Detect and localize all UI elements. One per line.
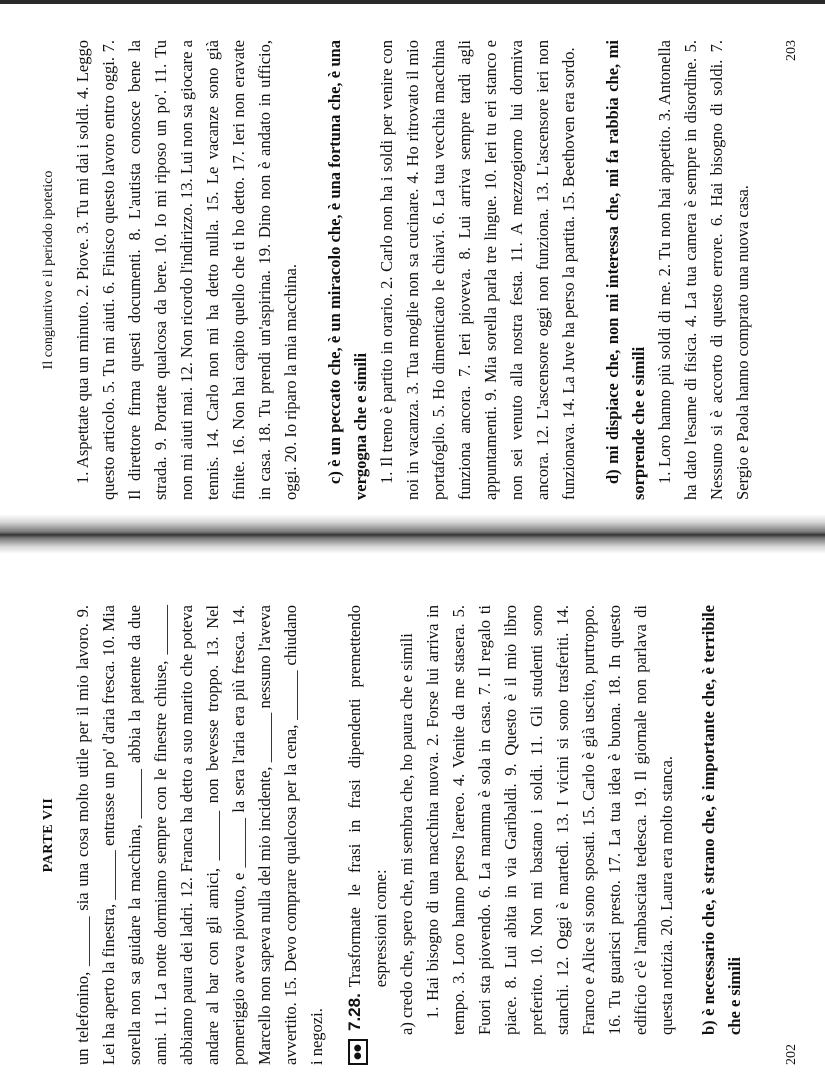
section-d-items: 1. Loro hanno più soldi di me. 2. Tu non hai appetito. 3. Antonella ha dato l'esame di fisica. 4. La tua camera è sempre in disordine. 5. Nessuno si è accorto di questo errore. 6. Hai bisogno di soldi. 7. Sergio e Paola hanno comprato una nuova casa. [655, 40, 752, 500]
book-gutter [0, 514, 825, 554]
exercise-instruction: Trasformate le frasi in frasi dipendenti premettendo espressioni come: [345, 605, 390, 988]
section-a-items: 1. Hai bisogno di una macchina nuova. 2. Forse lui arriva in tempo. 3. Loro hanno perso l'aereo. 4. Venite da me stasera. 5. Fuori sta piovendo. 6. La mamma è sola in casa. 7. Il regalo ti piace. 8. Lui abita in via Garibaldi. 9. Questo è il mio libro preferito. 10. Non mi bastano i soldi. 11. Gli studenti sono stanchi. 12. Oggi è martedì. 13. I vicini si sono trasferiti. 14. Franco e Alice si sono sposati. 15. Carlo è già uscito, purtroppo. 16. Tu guarisci presto. 17. La tua idea è buona. 18. In questo edificio c'è l'ambasciata tedesca. 19. Il giornale non parlava di questa notizia. 20. Laura era molto stanca. [423, 605, 676, 1035]
section-1-items: 1. Aspettate qua un minuto. 2. Piove. 3. Tu mi dai i soldi. 4. Leggo questo articolo. 5. Tu mi aiuti. 6. Finisco questo lavoro entro oggi. 7. Il direttore firma questi documenti. 8. L'autista conosce bene la strada. 9. Portate qualcosa da bere. 10. Io mi riposo un po'. 11. Tu non mi aiuti mai. 12. Non ricordo l'indirizzo. 13. Lui non sa giocare a tennis. 14. Carlo non mi ha detto nulla. 15. Le vacanze sono già finite. 16. Non hai capito quello che ti ho detto. 17. Ieri non eravate in casa. 18. Tu prendi un'aspirina. 19. Dino non è andato in ufficio, oggi. 20. Io riparo la mia macchina. [73, 40, 300, 500]
running-header: Il congiuntivo e il periodo ipotetico [41, 170, 56, 370]
part-header: PARTE VII [41, 797, 56, 873]
exercise-heading [342, 605, 394, 1065]
page-number: 202 [784, 1044, 799, 1065]
cassette-icon: ●● [348, 1039, 368, 1065]
page-203 [40, 40, 800, 500]
section-c-title: c) è un peccato che, è un miracolo che, è una fortuna che, è una vergogna che e simili [325, 40, 370, 500]
page-202 [40, 605, 800, 1065]
section-d-title: d) mi dispiace che, non mi interessa che, mi fa rabbia che, mi sorprende che e simili [603, 40, 648, 500]
section-c-items: 1. Il treno è partito in orario. 2. Carlo non ha i soldi per venire con noi in vacanza. 3. Tua moglie non sa cucinare. 4. Ho ritrovato il mio portafoglio. 5. Ho dimenticato le chiavi. 6. La tua vecchia macchina funziona ancora. 7. Ieri pioveva. 8. Lui arriva sempre tardi agli appuntamenti. 9. Mia sorella parla tre lingue. 10. Ieri tu eri stanco e non sei venuto alla nostra festa. 11. A mezzogiorno lui dormiva ancora. 12. L'ascensore oggi non funziona. 13. L'ascensore ieri non funzionava. 14. La Juve ha perso la partita. 15. Beethoven era sordo. [377, 40, 578, 500]
exercise-continuation: un telefonino, ______ sia una cosa molto utile per il mio lavoro. 9. Lei ha aperto la finestra, ______ entrasse un po' d'aria fresca. 10. Mia sorella non sa guidare la macchina, ______ abbia la patente da due anni. 11. La notte dormiamo sempre con le finestre chiuse, ______ abbiamo paura dei ladri. 12. Franca ha detto a suo marito che poteva andare al bar con gli amici, ______ non bevesse troppo. 13. Nel pomeriggio aveva piovuto, e ______ la sera l'aria era più fresca. 14. Marcello non sapeva nulla del mio incidente, ______ nessuno l'aveva avvertito. 15. Devo comprare qualcosa per la cena, ______ chiudano i negozi. [73, 605, 326, 1065]
scan-top-edge [0, 0, 825, 4]
exercise-number: 7.28. [345, 993, 364, 1031]
page-number: 203 [784, 40, 799, 61]
exercise-body [394, 605, 748, 1065]
section-b-title: b) è necessario che, è strano che, è importante che, è terribile che e simili [699, 605, 744, 1035]
section-a-title: a) credo che, spero che, mi sembra che, ho paura che e simili [397, 633, 416, 1035]
